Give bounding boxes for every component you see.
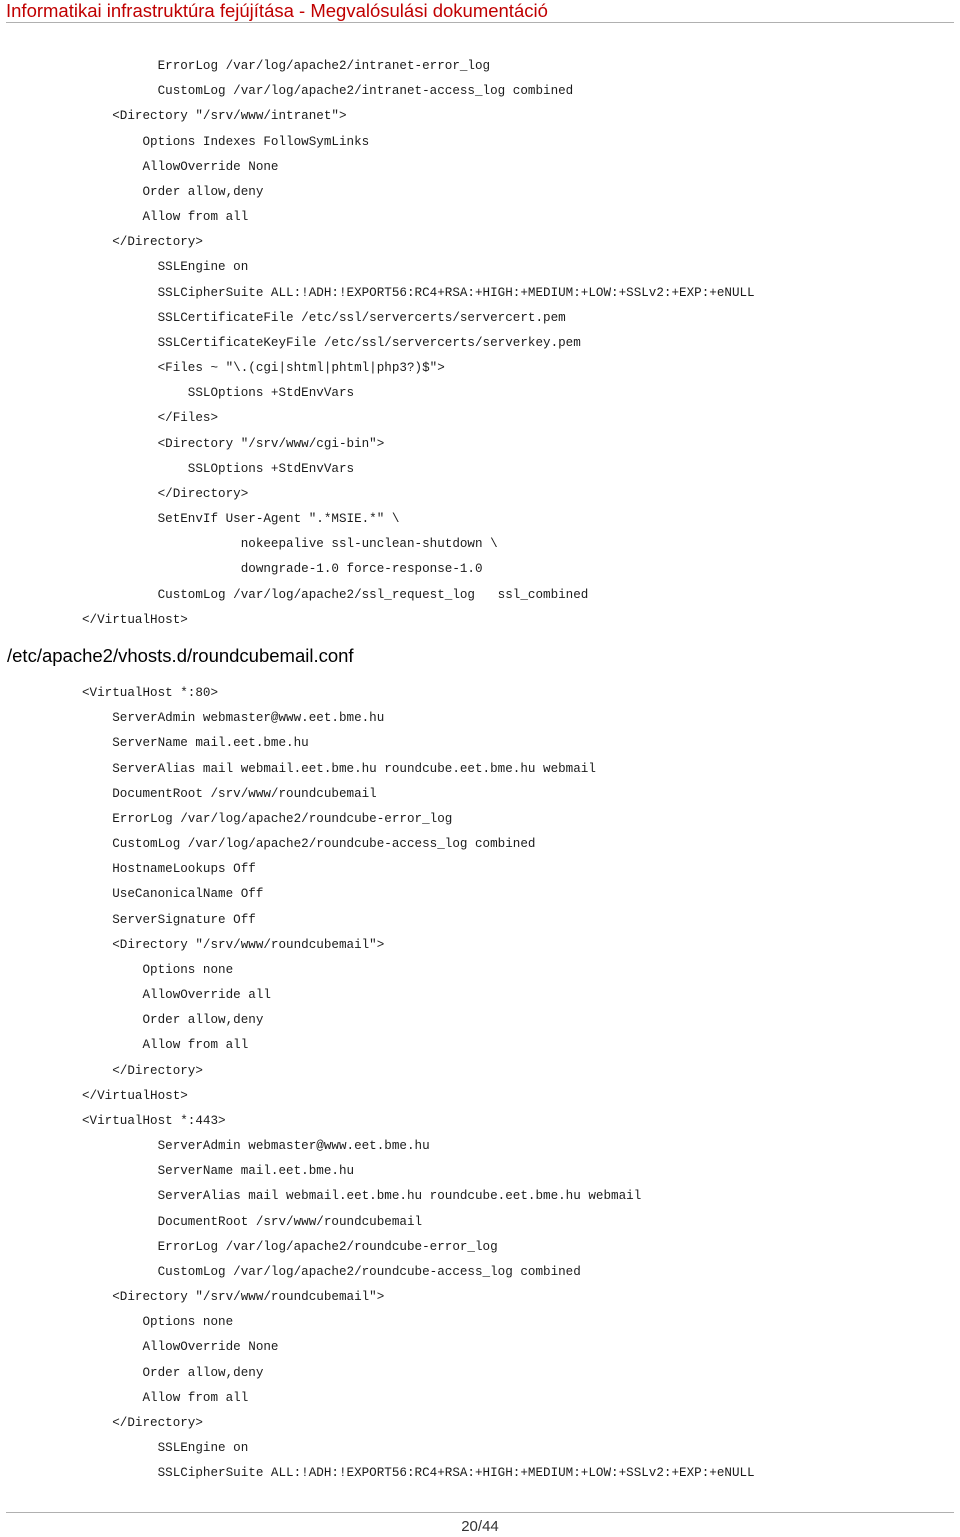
code-line: AllowOverride None (82, 159, 279, 174)
code-line: <Files ~ "\.(cgi|shtml|phtml|php3?)$"> (82, 361, 445, 376)
file-heading-roundcubemail: /etc/apache2/vhosts.d/roundcubemail.conf (7, 645, 354, 666)
document-title: Informatikai infrastruktúra fejújítása - Megvalósulási dokumentáció (6, 0, 548, 21)
code-line: ServerName mail.eet.bme.hu (82, 736, 309, 751)
code-line: Order allow,deny (82, 184, 264, 199)
code-line: <Directory "/srv/www/roundcubemail"> (82, 937, 385, 952)
code-line: </Directory> (82, 486, 249, 501)
code-line: <VirtualHost *:80> (82, 686, 219, 700)
code-line: HostnameLookups Off (82, 862, 256, 877)
code-line: Order allow,deny (82, 1013, 264, 1028)
code-line: </VirtualHost> (82, 612, 188, 627)
code-line: <VirtualHost *:443> (82, 1113, 226, 1128)
code-line: SSLCertificateFile /etc/ssl/servercerts/servercert.pem (82, 310, 566, 325)
page-header (6, 0, 954, 23)
code-line: <Directory "/srv/www/intranet"> (82, 109, 347, 124)
code-line: </Directory> (82, 1063, 203, 1078)
code-line: ErrorLog /var/log/apache2/intranet-error_log (82, 59, 491, 73)
code-line: ServerAlias mail webmail.eet.bme.hu roundcube.eet.bme.hu webmail (82, 1189, 642, 1204)
code-line: Allow from all (82, 1038, 249, 1053)
code-line: DocumentRoot /srv/www/roundcubemail (82, 786, 377, 801)
code-line: </Files> (82, 411, 219, 426)
code-line: Options none (82, 962, 234, 977)
code-line: AllowOverride all (82, 988, 271, 1003)
code-line: SSLOptions +StdEnvVars (82, 386, 355, 401)
code-line: CustomLog /var/log/apache2/roundcube-access_log combined (82, 1264, 581, 1279)
code-line: nokeepalive ssl-unclean-shutdown \ (82, 537, 498, 552)
code-line: Allow from all (82, 1390, 249, 1405)
code-line: ErrorLog /var/log/apache2/roundcube-error_log (82, 811, 453, 826)
code-block-roundcubemail (82, 681, 755, 1487)
code-line: Options none (82, 1315, 234, 1330)
code-line: ServerSignature Off (82, 912, 256, 927)
code-line: CustomLog /var/log/apache2/intranet-access_log combined (82, 84, 574, 99)
code-line: SSLEngine on (82, 260, 249, 275)
code-line: ErrorLog /var/log/apache2/roundcube-error_log (82, 1239, 498, 1254)
code-line: <Directory "/srv/www/roundcubemail"> (82, 1290, 385, 1305)
code-line: UseCanonicalName Off (82, 887, 264, 902)
code-line: </Directory> (82, 235, 203, 250)
code-line: ServerAdmin webmaster@www.eet.bme.hu (82, 1139, 430, 1154)
code-block-apache-ssl (82, 54, 755, 633)
code-line: AllowOverride None (82, 1340, 279, 1355)
code-line: downgrade-1.0 force-response-1.0 (82, 562, 483, 577)
code-line: <Directory "/srv/www/cgi-bin"> (82, 436, 385, 451)
footer-divider (6, 1512, 954, 1513)
code-line: </Directory> (82, 1415, 203, 1430)
code-line: Options Indexes FollowSymLinks (82, 134, 370, 149)
code-line: SSLCertificateKeyFile /etc/ssl/servercerts/serverkey.pem (82, 335, 581, 350)
code-line: </VirtualHost> (82, 1088, 188, 1103)
code-line: CustomLog /var/log/apache2/ssl_request_log ssl_combined (82, 587, 589, 602)
code-line: SSLCipherSuite ALL:!ADH:!EXPORT56:RC4+RSA:+HIGH:+MEDIUM:+LOW:+SSLv2:+EXP:+eNULL (82, 285, 755, 300)
code-line: ServerAlias mail webmail.eet.bme.hu roundcube.eet.bme.hu webmail (82, 761, 596, 776)
code-line: SSLOptions +StdEnvVars (82, 461, 355, 476)
code-line: SSLEngine on (82, 1441, 249, 1456)
code-line: ServerAdmin webmaster@www.eet.bme.hu (82, 711, 385, 726)
code-line: DocumentRoot /srv/www/roundcubemail (82, 1214, 423, 1229)
code-line: SSLCipherSuite ALL:!ADH:!EXPORT56:RC4+RSA:+HIGH:+MEDIUM:+LOW:+SSLv2:+EXP:+eNULL (82, 1466, 755, 1481)
code-line: Allow from all (82, 210, 249, 225)
code-line: CustomLog /var/log/apache2/roundcube-access_log combined (82, 837, 536, 852)
code-line: SetEnvIf User-Agent ".*MSIE.*" \ (82, 512, 400, 527)
code-line: ServerName mail.eet.bme.hu (82, 1164, 355, 1179)
code-line: Order allow,deny (82, 1365, 264, 1380)
page-number: 20/44 (461, 1518, 499, 1535)
